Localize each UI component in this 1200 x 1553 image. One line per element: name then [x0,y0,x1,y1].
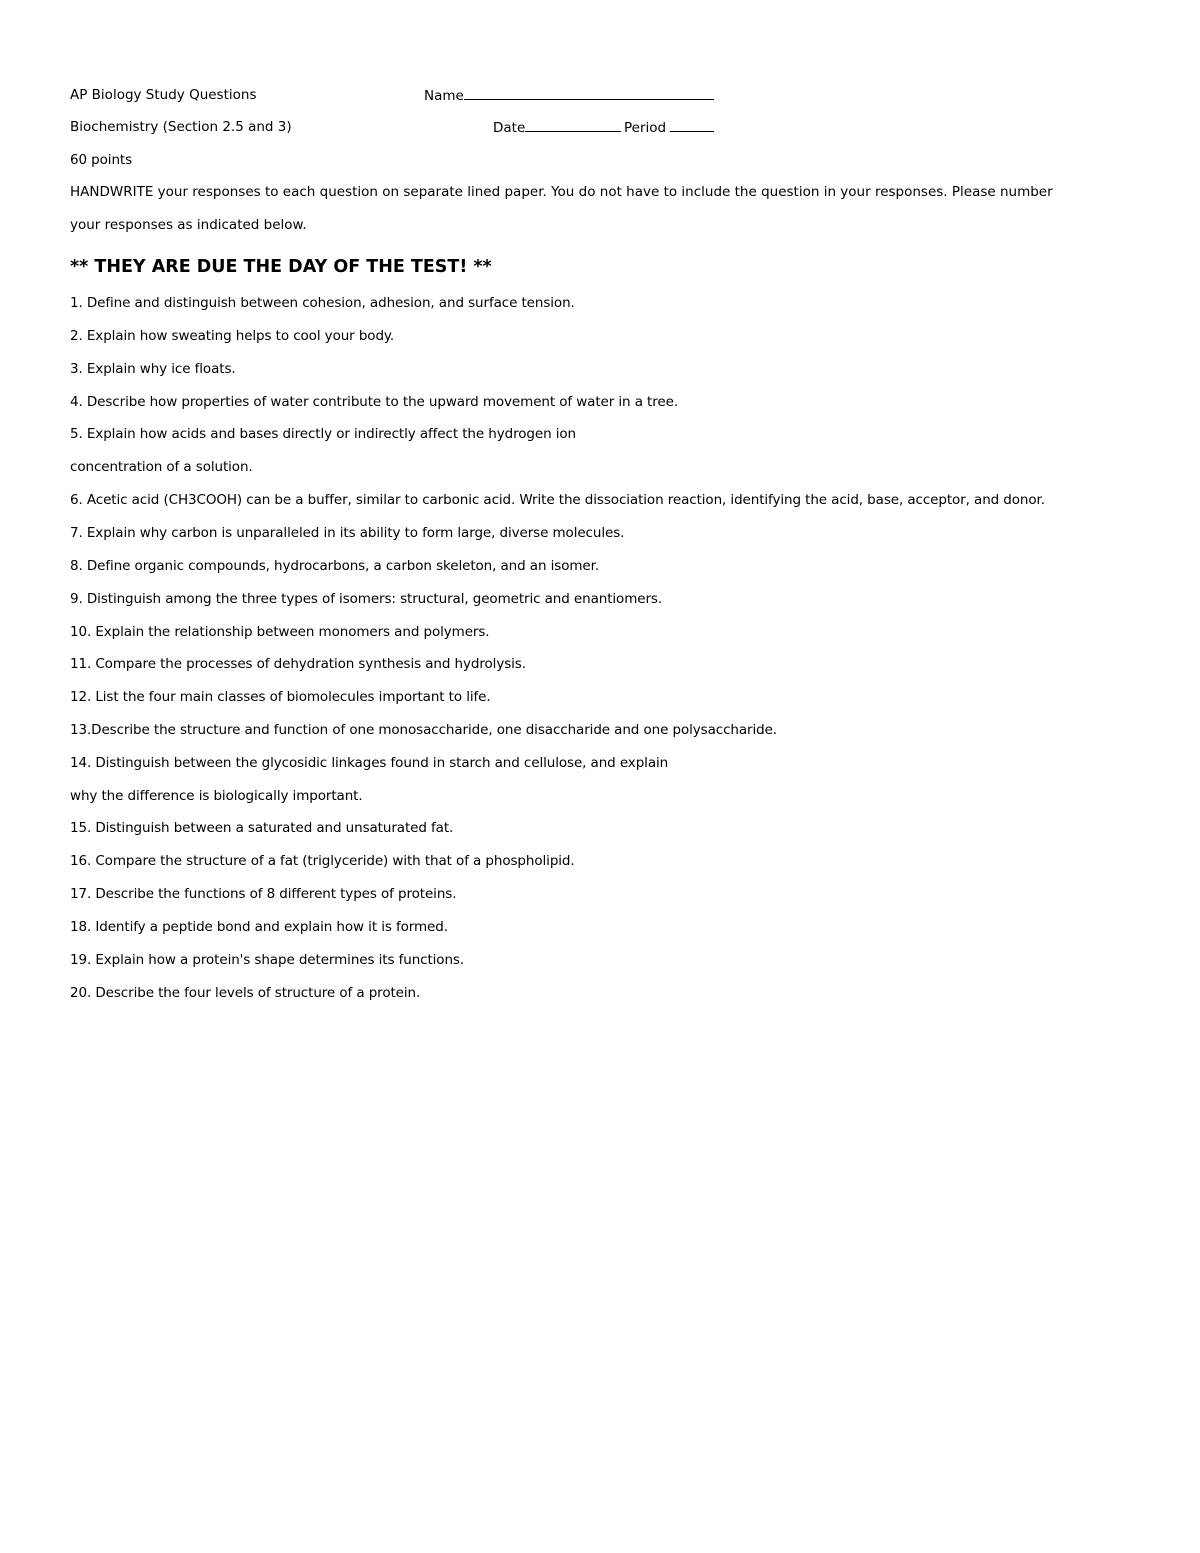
question-item: 15. Distinguish between a saturated and unsaturated fat. [70,820,454,836]
question-item: 20. Describe the four levels of structure of a protein. [70,985,421,1001]
unit-title: Biochemistry (Section 2.5 and 3) [70,119,292,135]
points-value: 60 points [70,152,133,168]
question-item: 2. Explain how sweating helps to cool your body. [70,328,395,344]
question-item: 13.Describe the structure and function of one monosaccharide, one disaccharide and one polysaccharide. [70,722,778,738]
name-field [424,86,714,105]
question-item: 16. Compare the structure of a fat (triglyceride) with that of a phospholipid. [70,853,575,869]
question-item: 12. List the four main classes of biomolecules important to life. [70,689,491,705]
question-item: 19. Explain how a protein's shape determines its functions. [70,952,465,968]
instructions-paragraph: HANDWRITE your responses to each question on separate lined paper. You do not have to include the question in your responses. Please number your responses as indicated below. [70,184,1053,233]
question-item: 8. Define organic compounds, hydrocarbons, a carbon skeleton, and an isomer. [70,558,600,574]
question-item: 14. Distinguish between the glycosidic linkages found in starch and cellulose, and explain [70,755,669,771]
period-label: Period [624,120,667,136]
question-item: 18. Identify a peptide bond and explain how it is formed. [70,919,448,935]
name-blank-line [464,86,714,100]
question-item: 7. Explain why carbon is unparalleled in its ability to form large, diverse molecules. [70,525,625,541]
question-item: 6. Acetic acid (CH3COOH) can be a buffer, similar to carbonic acid. Write the dissociation reaction, identifying the acid, base, acceptor, and donor. [70,492,1045,508]
period-field [624,118,714,137]
date-label: Date [493,120,526,136]
question-item: 11. Compare the processes of dehydration synthesis and hydrolysis. [70,656,526,672]
question-item: 3. Explain why ice floats. [70,361,236,377]
question-item-continuation: concentration of a solution. [70,459,253,475]
name-label: Name [424,88,464,104]
question-item-continuation: why the difference is biologically important. [70,788,363,804]
question-item: 9. Distinguish among the three types of isomers: structural, geometric and enantiomers. [70,591,663,607]
header-row-2 [70,118,1150,136]
date-blank-line [525,118,621,132]
header-row-1 [70,86,1150,104]
question-item: 4. Describe how properties of water contribute to the upward movement of water in a tree. [70,394,679,410]
course-title: AP Biology Study Questions [70,87,257,103]
question-item: 10. Explain the relationship between monomers and polymers. [70,624,490,640]
question-item: 5. Explain how acids and bases directly or indirectly affect the hydrogen ion [70,426,576,442]
question-item: 1. Define and distinguish between cohesion, adhesion, and surface tension. [70,295,575,311]
worksheet-page [70,0,1150,1553]
period-blank-line [670,118,714,132]
date-field [493,118,621,137]
due-notice: ** THEY ARE DUE THE DAY OF THE TEST! ** [70,257,492,277]
question-item: 17. Describe the functions of 8 different types of proteins. [70,886,457,902]
